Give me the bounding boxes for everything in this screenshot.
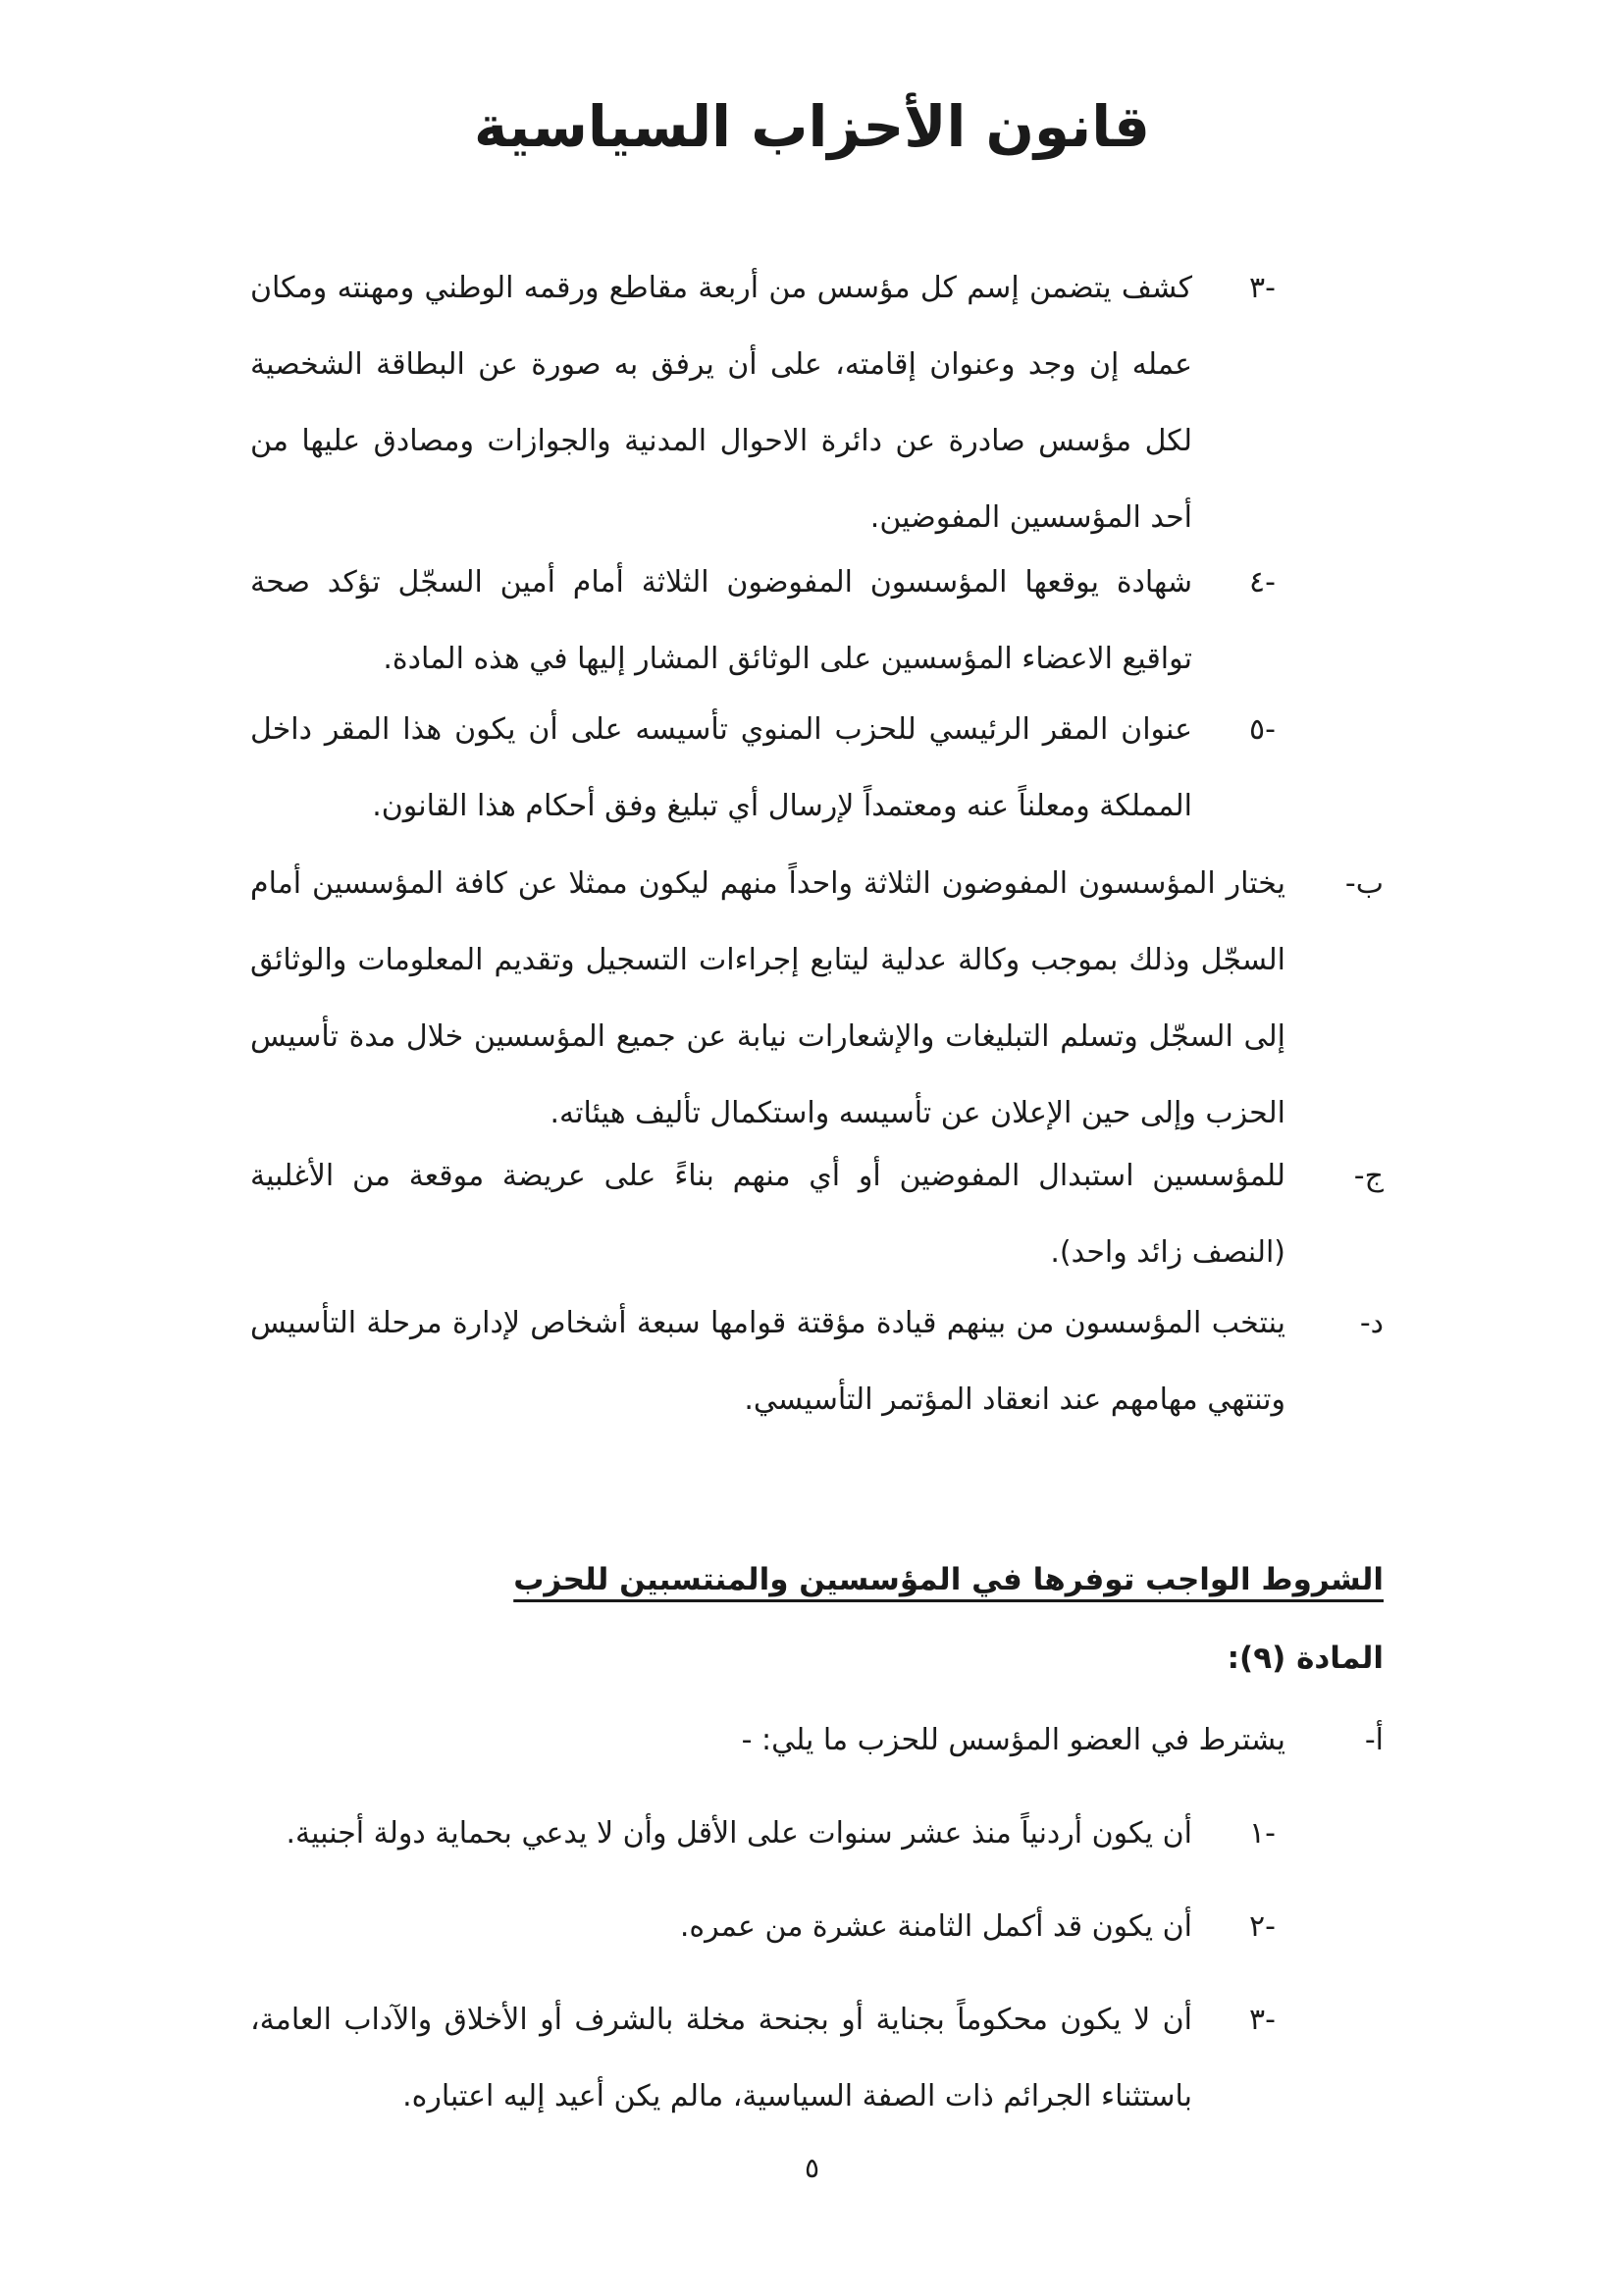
item-marker: -٤ bbox=[1249, 565, 1276, 600]
page-number: ٥ bbox=[804, 2152, 820, 2184]
item-text: عنوان المقر الرئيسي للحزب المنوي تأسيسه على أن يكون هذا المقر داخل المملكة ومعلناً عنه ومعتمداً لإرسال أي تبليغ وفق أحكام هذا القانون. bbox=[250, 712, 1192, 823]
item-text: ينتخب المؤسسون من بينهم قيادة مؤقتة قوامها سبعة أشخاص لإدارة مرحلة التأسيس وتنتهي مهامهم عند انعقاد المؤتمر التأسيسي. bbox=[250, 1306, 1285, 1417]
item-text: يختار المؤسسون المفوضون الثلاثة واحداً منهم ليكون ممثلا عن كافة المؤسسين أمام السجّل وذلك بموجب وكالة عدلية ليتابع إجراءات التسجيل وتقديم المعلومات والوثائق إلى السجّل وتسلم التبليغات والإشعارات نيابة عن جميع المؤسسين خلال مدة تأسيس الحزب وإلى حين الإعلان عن تأسيسه واستكمال تأليف هيئاته. bbox=[250, 866, 1285, 1130]
item-text: شهادة يوقعها المؤسسون المفوضون الثلاثة أمام أمين السجّل تؤكد صحة تواقيع الاعضاء المؤسسين على الوثائق المشار إليها في هذه المادة. bbox=[250, 565, 1192, 676]
item-marker: -١ bbox=[1249, 1816, 1276, 1851]
item-text: أن لا يكون محكوماً بجناية أو بجنحة مخلة بالشرف أو الأخلاق والآداب العامة، باستثناء الجرائم ذات الصفة السياسية، مالم يكن أعيد إليه اعتباره. bbox=[250, 2003, 1192, 2113]
item-text: أن يكون قد أكمل الثامنة عشرة من عمره. bbox=[679, 1909, 1192, 1944]
page-title: قانون الأحزاب السياسية bbox=[474, 93, 1150, 160]
item-text: يشترط في العضو المؤسس للحزب ما يلي: - bbox=[741, 1723, 1285, 1757]
item-marker: ب- bbox=[1344, 866, 1384, 901]
item-marker: د- bbox=[1359, 1306, 1384, 1340]
item-text: للمؤسسين استبدال المفوضين أو أي منهم بناءً على عريضة موقعة من الأغلبية (النصف زائد واحد). bbox=[250, 1159, 1285, 1270]
item-text: أن يكون أردنياً منذ عشر سنوات على الأقل وأن لا يدعي بحماية دولة أجنبية. bbox=[286, 1816, 1192, 1851]
item-text: كشف يتضمن إسم كل مؤسس من أربعة مقاطع ورقمه الوطني ومهنته ومكان عمله إن وجد وعنوان إقامته، على أن يرفق به صورة عن البطاقة الشخصية لكل مؤسس صادرة عن دائرة الاحوال المدنية والجوازات ومصادق عليها من أحد المؤسسين المفوضين. bbox=[250, 271, 1192, 535]
item-marker: -٥ bbox=[1249, 712, 1276, 747]
article-label: المادة (٩): bbox=[1227, 1641, 1384, 1676]
item-marker: -٣ bbox=[1249, 2003, 1276, 2037]
item-marker: أ- bbox=[1364, 1723, 1384, 1757]
item-marker: -٢ bbox=[1249, 1909, 1276, 1944]
item-marker: -٣ bbox=[1249, 271, 1276, 305]
item-marker: ج- bbox=[1353, 1159, 1384, 1193]
section-heading: الشروط الواجب توفرها في المؤسسين والمنتسبين للحزب bbox=[513, 1562, 1384, 1597]
